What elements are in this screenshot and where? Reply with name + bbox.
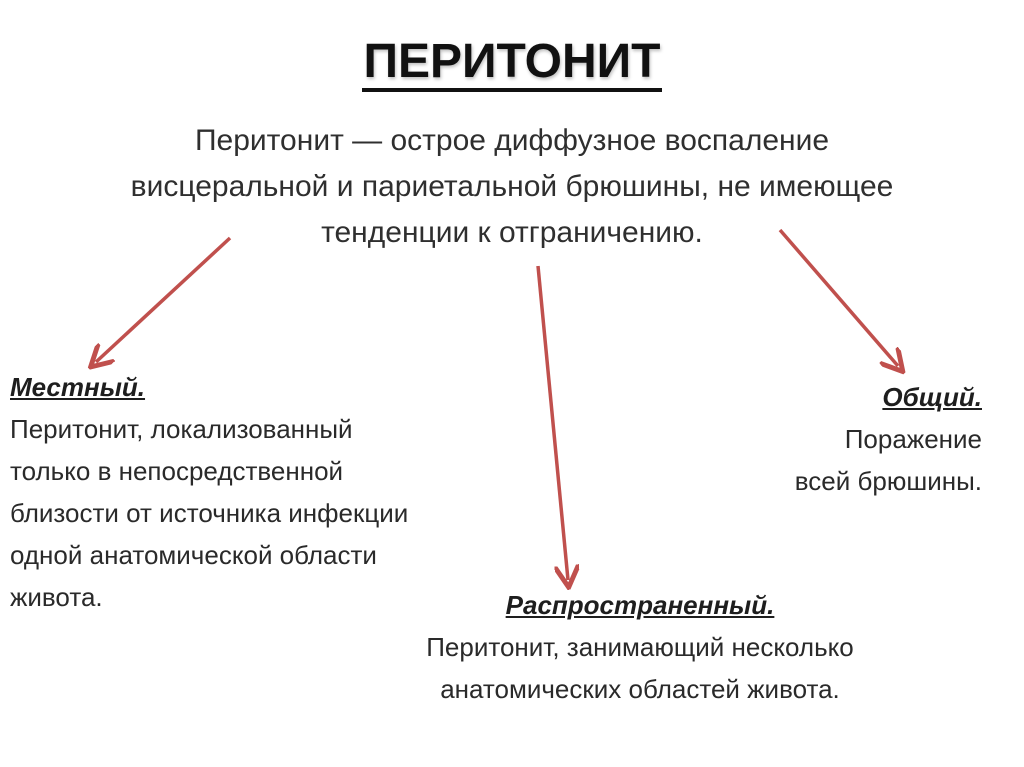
arrow-to-general <box>780 230 898 366</box>
general-heading: Общий. <box>882 382 982 412</box>
general-line: Поражение <box>844 424 982 454</box>
general-peritonitis-block <box>682 376 982 502</box>
local-line: одной анатомической области <box>10 540 377 570</box>
local-line: живота. <box>10 582 103 612</box>
local-peritonitis-block <box>10 366 510 618</box>
local-line: только в непосредственной <box>10 456 344 486</box>
definition-line: Перитонит — острое диффузное воспаление <box>194 124 830 157</box>
slide-title-text: ПЕРИТОНИТ <box>362 35 663 92</box>
definition-line: тенденции к отграничению. <box>321 216 703 249</box>
local-heading: Местный. <box>10 372 146 402</box>
spread-line: анатомических областей живота. <box>440 674 840 704</box>
local-line: Перитонит, локализованный <box>10 414 353 444</box>
general-line: всей брюшины. <box>794 466 982 496</box>
spread-peritonitis-block <box>360 584 920 710</box>
spread-line: Перитонит, занимающий несколько <box>426 632 854 662</box>
arrow-to-local <box>96 238 230 362</box>
spread-heading: Распространенный. <box>505 590 775 620</box>
arrow-to-spread <box>538 266 568 580</box>
definition-line: висцеральной и париетальной брюшины, не имеющее <box>130 170 894 203</box>
local-line: близости от источника инфекции <box>10 498 409 528</box>
